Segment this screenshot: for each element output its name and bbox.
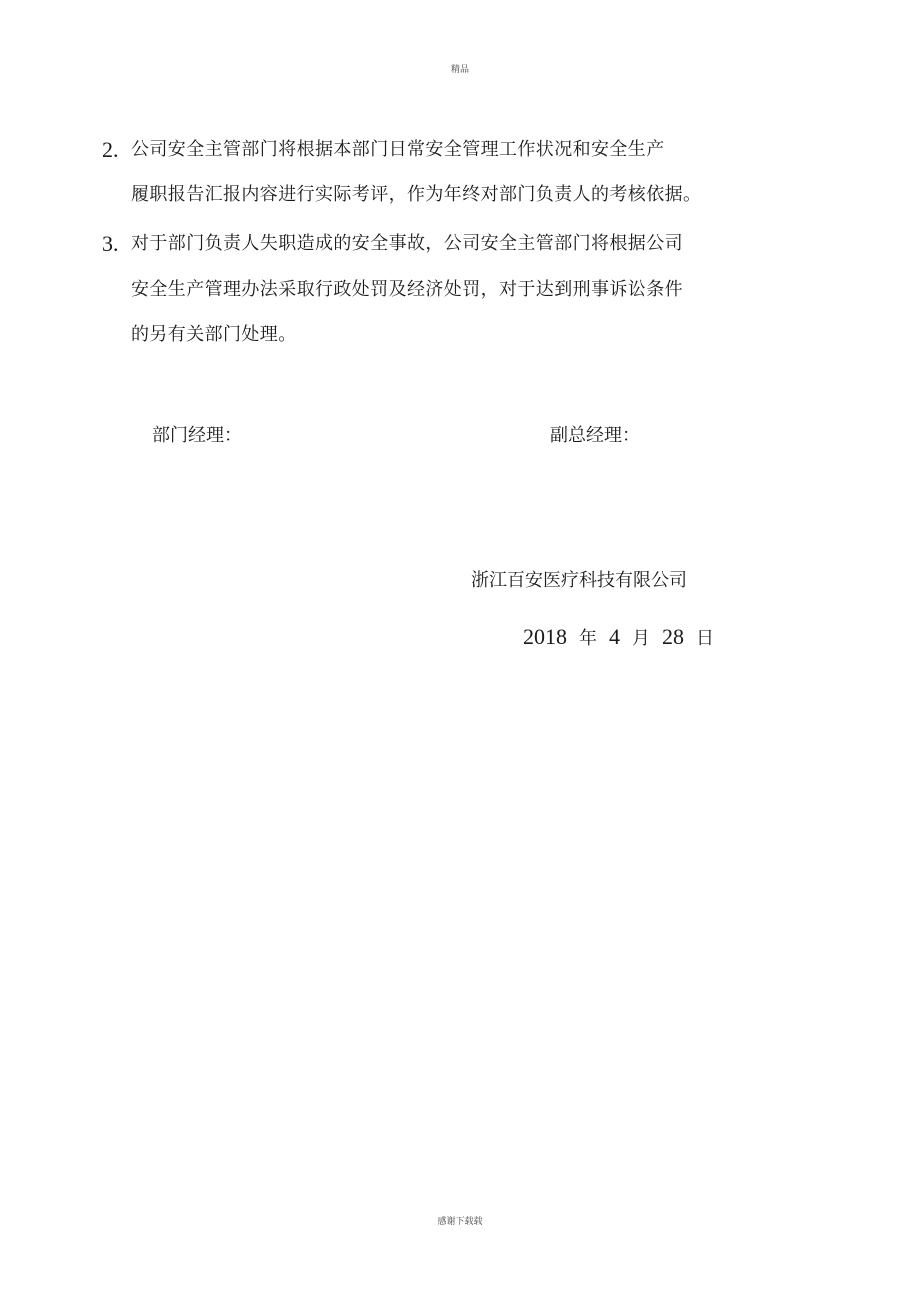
- document-date: [523, 622, 714, 654]
- date-year: 2018: [523, 624, 567, 649]
- date-day: 28: [662, 624, 684, 649]
- header-note: 精品: [450, 65, 469, 75]
- date-day-unit: 日: [696, 628, 714, 649]
- paragraph-line: 的另有关部门处理。: [131, 324, 297, 345]
- date-month-unit: 月: [632, 628, 650, 649]
- paragraph-line: 安全生产管理办法采取行政处罚及经济处罚，对于达到刑事诉讼条件: [131, 279, 683, 300]
- company-name: 浙江百安医疗科技有限公司: [471, 570, 687, 591]
- deputy-gm-label: 副总经理：: [550, 425, 640, 446]
- paragraph-line: 公司安全主管部门将根据本部门日常安全管理工作状况和安全生产: [131, 139, 665, 160]
- dept-manager-label: 部门经理：: [152, 425, 242, 446]
- item-number: 3.: [102, 231, 119, 256]
- date-month: 4: [609, 624, 620, 649]
- paragraph-line: 对于部门负责人失职造成的安全事故，公司安全主管部门将根据公司: [131, 233, 683, 254]
- footer-note: 感谢下载载: [437, 1217, 483, 1227]
- item-number: 2.: [102, 137, 119, 162]
- date-year-unit: 年: [579, 628, 597, 649]
- paragraph-line: 履职报告汇报内容进行实际考评，作为年终对部门负责人的考核依据。: [131, 184, 702, 205]
